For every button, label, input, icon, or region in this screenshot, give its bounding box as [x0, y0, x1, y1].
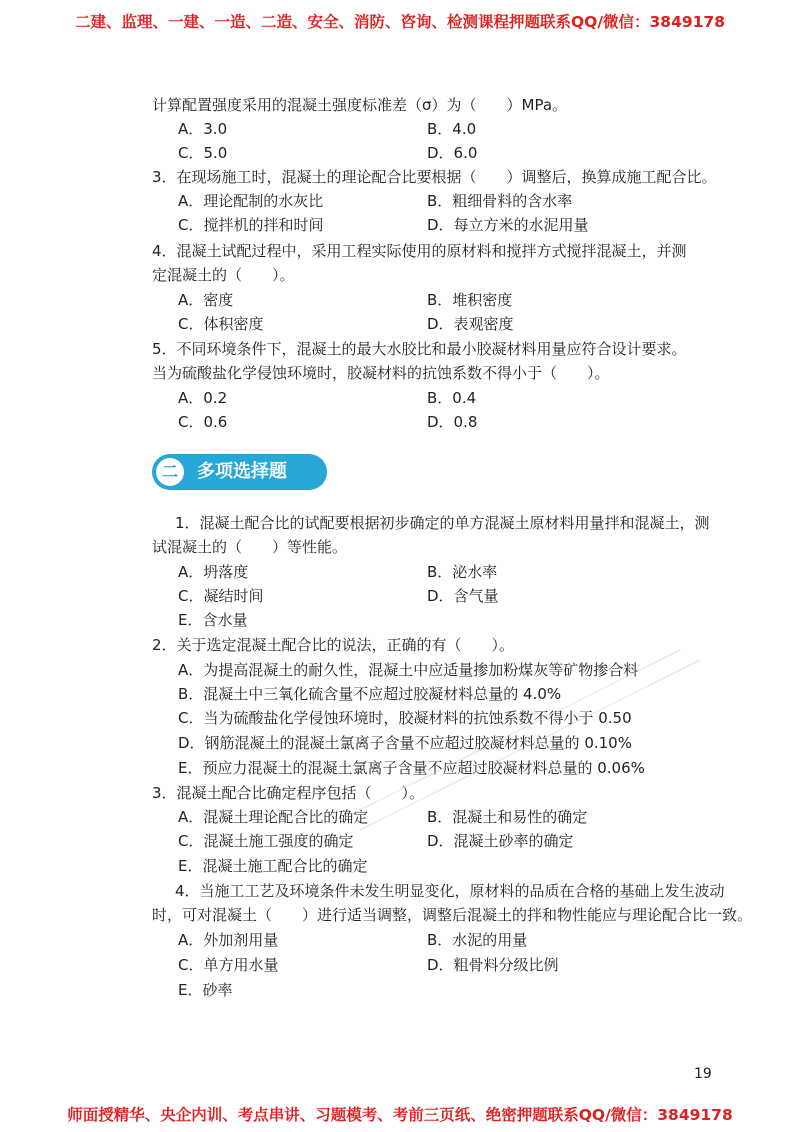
- sc-q5-stem-2: 当为硫酸盐化学侵蚀环境时，胶凝材料的抗蚀系数不得小于（ ）。: [152, 364, 610, 382]
- sc-q4-option-b: B．堆积密度: [427, 291, 513, 309]
- page-number: 19: [694, 1066, 712, 1082]
- sc-q5-option-d: D．0.8: [427, 413, 478, 431]
- mc-q1-option-c: C．凝结时间: [178, 587, 264, 605]
- section-number-badge: 二: [156, 458, 184, 486]
- sc-q5-option-c: C．0.6: [178, 413, 228, 431]
- sc-q5-option-a: A．0.2: [178, 389, 228, 407]
- sc-q5-option-b: B．0.4: [427, 389, 477, 407]
- mc-q3-option-d: D．混凝土砂率的确定: [427, 832, 574, 850]
- mc-q4-option-b: B．水泥的用量: [427, 931, 528, 949]
- sc-q2-option-b: B．4.0: [427, 120, 477, 138]
- mc-q3-option-e: E．混凝土施工配合比的确定: [178, 857, 368, 875]
- bottom-banner: 师面授精华、央企内训、考点串讲、习题模考、考前三页纸、绝密押题联系QQ/微信：3849178: [67, 1106, 733, 1124]
- mc-q3-option-a: A．混凝土理论配合比的确定: [178, 808, 369, 826]
- sc-q2-option-c: C．5.0: [178, 144, 228, 162]
- sc-q2-tail: 计算配置强度采用的混凝土强度标准差（σ）为（ ）MPa。: [152, 96, 568, 114]
- mc-q1-option-b: B．泌水率: [427, 563, 498, 581]
- mc-q4-option-a: A．外加剂用量: [178, 931, 279, 949]
- mc-q4-stem-2: 时，可对混凝土（ ）进行适当调整，调整后混凝土的拌和物性能应与理论配合比一致。: [152, 906, 753, 924]
- mc-q1-option-e: E．含水量: [178, 611, 248, 629]
- mc-q2-option-a: A．为提高混凝土的耐久性，混凝土中应适量掺加粉煤灰等矿物掺合料: [178, 661, 639, 679]
- mc-q1-stem-1: 1．混凝土配合比的试配要根据初步确定的单方混凝土原材料用量拌和混凝土，测: [175, 514, 710, 532]
- sc-q4-stem-2: 定混凝土的（ ）。: [152, 266, 295, 284]
- sc-q3-option-b: B．粗细骨料的含水率: [427, 192, 573, 210]
- mc-q4-stem-1: 4．当施工工艺及环境条件未发生明显变化，原材料的品质在合格的基础上发生波动: [175, 882, 725, 900]
- mc-q2-option-e: E．预应力混凝土的混凝土氯离子含量不应超过胶凝材料总量的 0.06%: [178, 759, 645, 777]
- mc-q1-option-d: D．含气量: [427, 587, 499, 605]
- mc-q3-option-b: B．混凝土和易性的确定: [427, 808, 588, 826]
- mc-q4-option-c: C．单方用水量: [178, 956, 279, 974]
- sc-q2-option-d: D．6.0: [427, 144, 478, 162]
- sc-q4-option-a: A．密度: [178, 291, 234, 309]
- mc-q2-option-d: D．钢筋混凝土的混凝土氯离子含量不应超过胶凝材料总量的 0.10%: [178, 734, 632, 752]
- sc-q5-stem-1: 5．不同环境条件下，混凝土的最大水胶比和最小胶凝材料用量应符合设计要求。: [152, 340, 687, 358]
- sc-q3-option-a: A．理论配制的水灰比: [178, 192, 324, 210]
- mc-q1-stem-2: 试混凝土的（ ）等性能。: [152, 538, 348, 556]
- sc-q3-stem: 3．在现场施工时，混凝土的理论配合比要根据（ ）调整后，换算成施工配合比。: [152, 168, 717, 186]
- mc-q2-option-b: B．混凝土中三氧化硫含量不应超过胶凝材料总量的 4.0%: [178, 685, 562, 703]
- sc-q4-option-c: C．体积密度: [178, 315, 264, 333]
- mc-q4-option-e: E．砂率: [178, 981, 233, 999]
- mc-q2-option-c: C．当为硫酸盐化学侵蚀环境时，胶凝材料的抗蚀系数不得小于 0.50: [178, 709, 632, 727]
- section-title: 多项选择题: [197, 461, 287, 482]
- sc-q3-option-c: C．搅拌机的拌和时间: [178, 216, 324, 234]
- mc-q1-option-a: A．坍落度: [178, 563, 249, 581]
- mc-q3-stem: 3．混凝土配合比确定程序包括（ ）。: [152, 784, 425, 802]
- sc-q2-option-a: A．3.0: [178, 120, 228, 138]
- sc-q4-option-d: D．表观密度: [427, 315, 514, 333]
- mc-q2-stem: 2．关于选定混凝土配合比的说法，正确的有（ ）。: [152, 636, 515, 654]
- mc-q3-option-c: C．混凝土施工强度的确定: [178, 832, 354, 850]
- sc-q3-option-d: D．每立方米的水泥用量: [427, 216, 589, 234]
- top-banner: 二建、监理、一建、一造、二造、安全、消防、咨询、检测课程押题联系QQ/微信：3849178: [74, 13, 725, 31]
- sc-q4-stem-1: 4．混凝土试配过程中，采用工程实际使用的原材料和搅拌方式搅拌混凝土，并测: [152, 242, 687, 260]
- mc-q4-option-d: D．粗骨料分级比例: [427, 956, 559, 974]
